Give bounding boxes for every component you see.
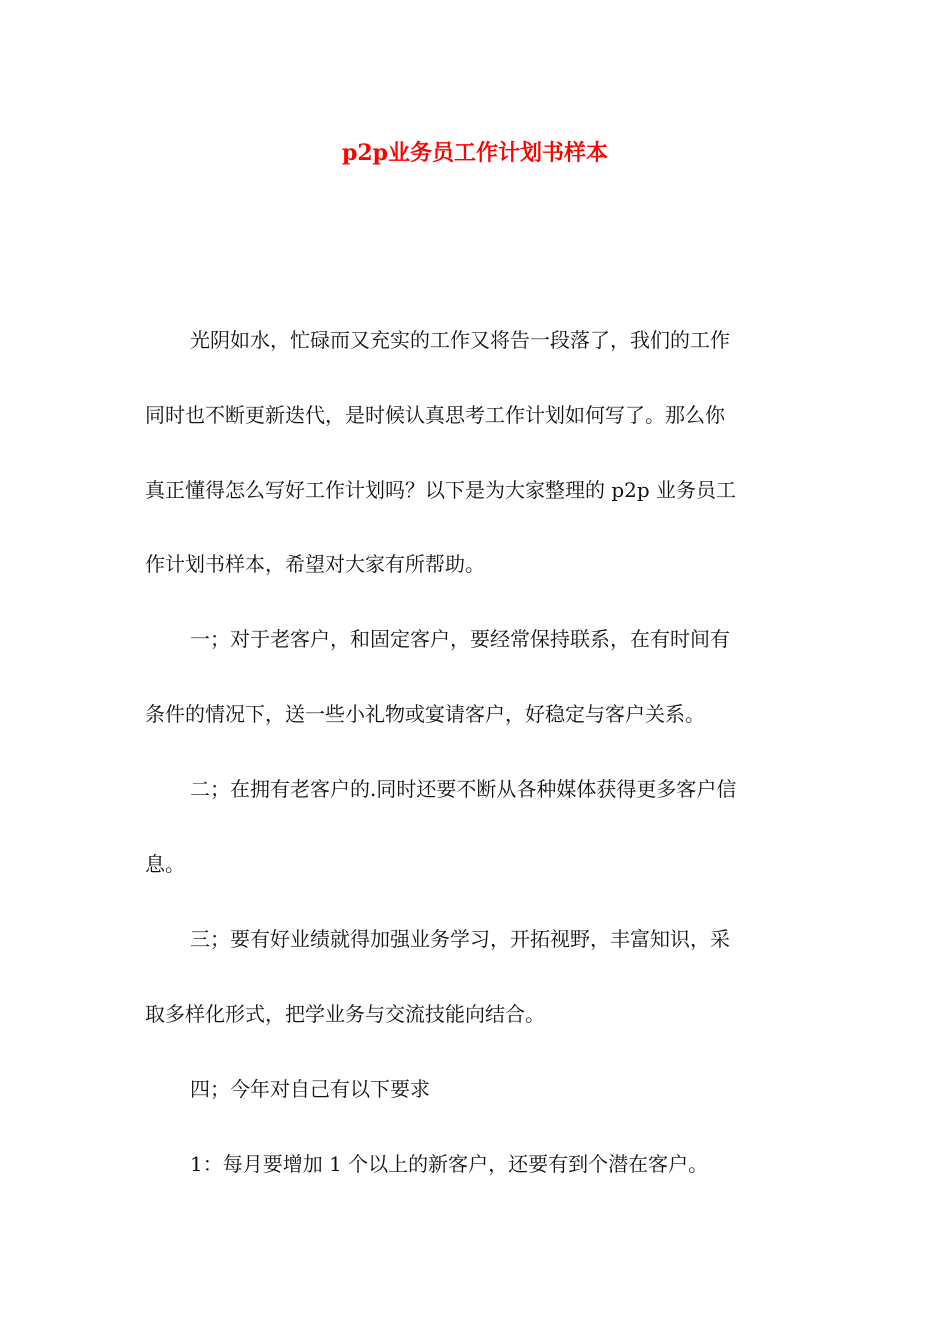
paragraph-line: 四；今年对自己有以下要求 <box>190 1077 430 1101</box>
paragraph-line: 作计划书样本，希望对大家有所帮助。 <box>145 552 485 576</box>
paragraph-line: 真正懂得怎么写好工作计划吗？以下是为大家整理的 p2p 业务员工 <box>145 478 737 502</box>
paragraph-line: 一；对于老客户，和固定客户，要经常保持联系，在有时间有 <box>190 627 730 651</box>
paragraph-line: 二；在拥有老客户的.同时还要不断从各种媒体获得更多客户信 <box>190 777 737 801</box>
paragraph-line: 光阴如水，忙碌而又充实的工作又将告一段落了，我们的工作 <box>190 328 730 352</box>
paragraph-line: 息。 <box>145 852 185 876</box>
paragraph-line: 条件的情况下，送一些小礼物或宴请客户，好稳定与客户关系。 <box>145 702 705 726</box>
document-title: p2p业务员工作计划书样本 <box>341 140 609 166</box>
paragraph-line: 同时也不断更新迭代，是时候认真思考工作计划如何写了。那么你 <box>145 403 725 427</box>
paragraph-line: 取多样化形式，把学业务与交流技能向结合。 <box>145 1002 545 1026</box>
paragraph-line: 三；要有好业绩就得加强业务学习，开拓视野，丰富知识，采 <box>190 927 730 951</box>
paragraph-line: 1：每月要增加 1 个以上的新客户，还要有到个潜在客户。 <box>190 1152 709 1176</box>
